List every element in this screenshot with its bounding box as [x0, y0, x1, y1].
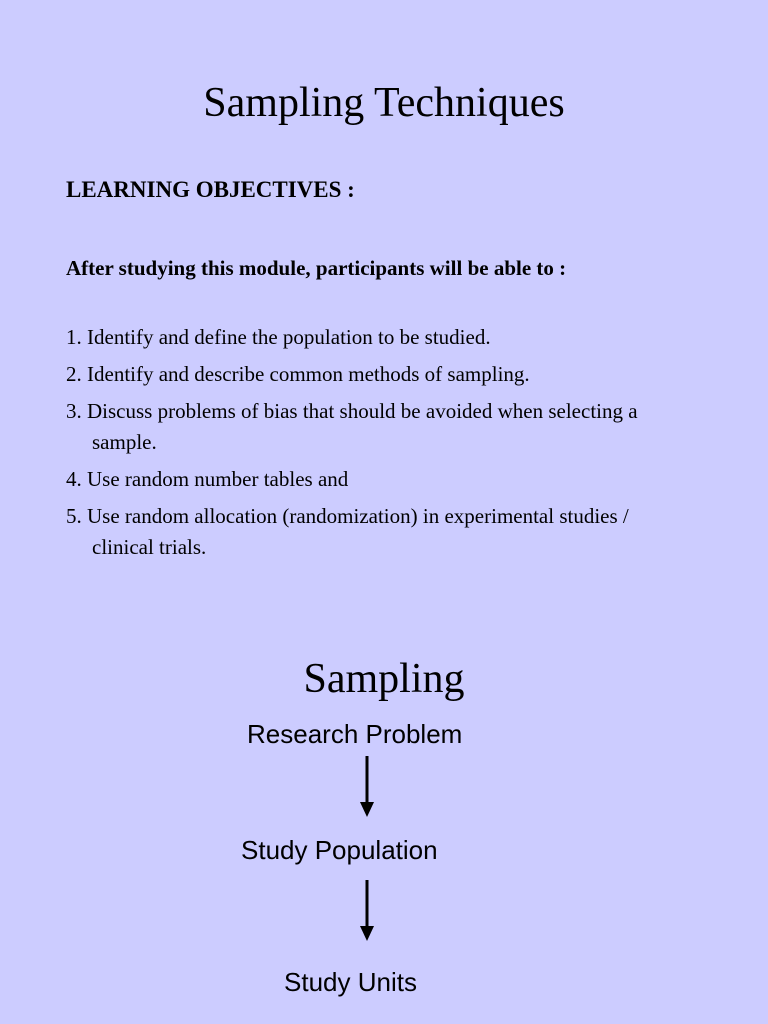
flow-step-study-population: Study Population [241, 835, 438, 865]
objective-item: 2. Identify and describe common methods of sampling. [66, 362, 530, 386]
down-arrow-icon [357, 880, 377, 942]
objectives-heading: LEARNING OBJECTIVES : [66, 177, 355, 202]
flow-step-research-problem: Research Problem [247, 719, 463, 749]
objective-item: 4. Use random number tables and [66, 467, 349, 491]
slide-title: Sampling [303, 656, 465, 702]
down-arrow-icon [357, 756, 377, 818]
slide-title: Sampling Techniques [203, 80, 565, 126]
objective-item: 1. Identify and define the population to be studied. [66, 325, 491, 349]
objective-item: 3. Discuss problems of bias that should be avoided when selecting a sample. [66, 399, 638, 454]
slide-sampling-flow [0, 512, 768, 1024]
objectives-intro: After studying this module, participants will be able to : [66, 256, 567, 280]
flow-step-study-units: Study Units [284, 967, 417, 997]
objective-item: 5. Use random allocation (randomization) in experimental studies / clinical trials. [66, 504, 629, 559]
